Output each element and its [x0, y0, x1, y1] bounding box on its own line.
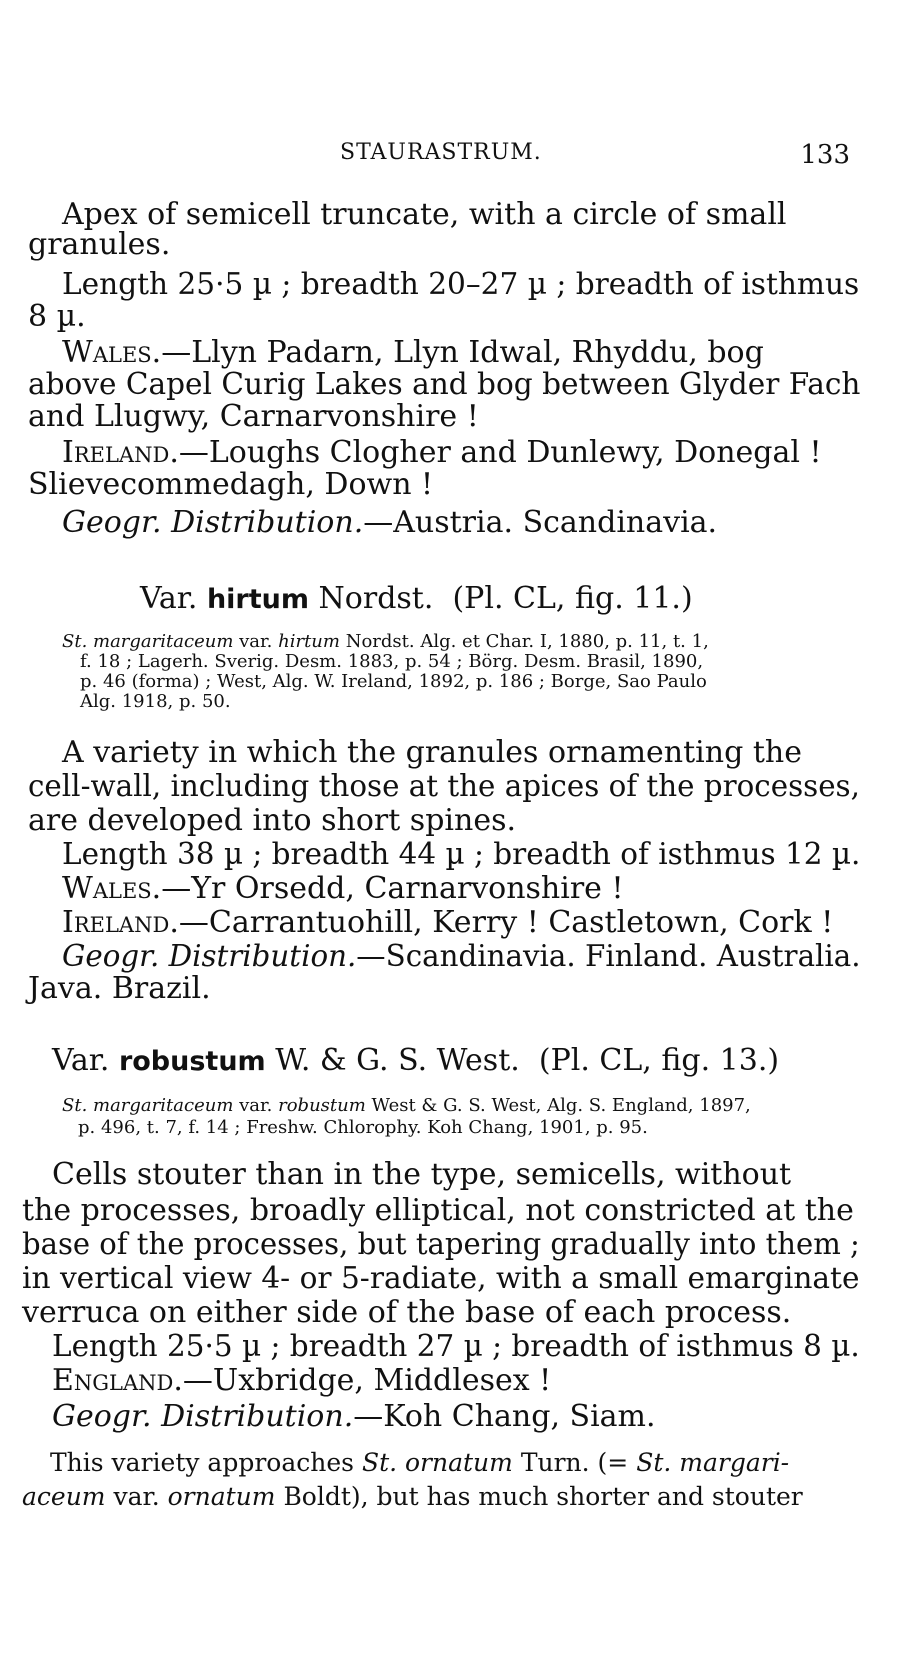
text-span: var. [113, 1482, 160, 1511]
ref-rest: Nordst. Alg. et Char. I, 1880, p. 11, t. 1, [345, 631, 709, 652]
distribution-line [62, 872, 624, 906]
geographic-distribution [62, 940, 861, 974]
text-line: Java. Brazil. [28, 971, 211, 1006]
variety-name: hirtum [206, 584, 309, 615]
ref-rest: West & G. S. West, Alg. S. England, 1897, [371, 1095, 751, 1116]
region-label: Wales. [62, 335, 162, 370]
taxon-name: aceum [22, 1482, 106, 1511]
text-line: the processes, broadly elliptical, not constricted at the [22, 1193, 854, 1228]
geo-label: Geogr. Distribution. [52, 1399, 354, 1434]
variety-name: robustum [118, 1046, 266, 1077]
reference-line: f. 18 ; Lagerh. Sverig. Desm. 1883, p. 54 ; Börg. Desm. Brasil, 1890, [80, 651, 704, 672]
text-line: are developed into short spines. [28, 803, 517, 838]
region-label: England. [52, 1363, 183, 1398]
distribution-line [52, 1364, 551, 1398]
geo-text: —Koh Chang, Siam. [353, 1399, 656, 1434]
page-header [0, 140, 900, 180]
reference-line: p. 46 (forma) ; West, Alg. W. Ireland, 1892, p. 186 ; Borge, Sao Paulo [80, 671, 707, 692]
ref-species: St. margaritaceum [62, 631, 234, 652]
variety-heading [140, 582, 693, 617]
ref-var: var. [239, 631, 273, 652]
region-text: —Carrantuohill, Kerry ! Castletown, Cork ! [178, 905, 834, 940]
variety-author: Nordst. [318, 581, 434, 616]
distribution-line [62, 336, 764, 370]
text-line: above Capel Curig Lakes and bog between Glyder Fach [28, 367, 861, 402]
reference-line: Alg. 1918, p. 50. [80, 691, 231, 712]
text-line: in vertical view 4- or 5-radiate, with a small emarginate [22, 1261, 860, 1296]
text-line: Length 25·5 µ ; breadth 27 µ ; breadth of isthmus 8 µ. [52, 1329, 860, 1364]
ref-var: var. [239, 1095, 273, 1116]
text-line: Slievecommedagh, Down ! [28, 467, 434, 502]
text-line: A variety in which the granules ornamenting the [62, 735, 802, 770]
text-line: verruca on either side of the base of each process. [22, 1295, 792, 1330]
ref-varname: robustum [278, 1095, 366, 1116]
variety-author: W. & G. S. West. [275, 1043, 520, 1078]
text-line [22, 1480, 803, 1514]
text-line [50, 1446, 789, 1480]
text-span: Turn. (= [520, 1448, 629, 1477]
ref-varname: hirtum [278, 631, 340, 652]
geographic-distribution [52, 1400, 656, 1434]
region-text: —Uxbridge, Middlesex ! [182, 1363, 552, 1398]
variety-heading [52, 1044, 779, 1079]
text-line: Apex of semicell truncate, with a circle of small [62, 197, 787, 232]
text-line: granules. [28, 227, 171, 262]
text-line: and Llugwy, Carnarvonshire ! [28, 399, 479, 434]
geographic-distribution [62, 506, 717, 540]
text-line: Cells stouter than in the type, semicells, without [52, 1157, 792, 1192]
text-span: This variety approaches [50, 1448, 354, 1477]
text-span: Boldt), but has much shorter and stouter [283, 1482, 803, 1511]
reference-line [62, 632, 709, 652]
running-title: STAURASTRUM. [340, 140, 542, 165]
taxon-name: St. margari- [636, 1448, 790, 1477]
text-line: 8 µ. [28, 299, 86, 334]
distribution-line [62, 436, 822, 470]
reference-line [62, 1096, 751, 1116]
text-line: base of the processes, but tapering gradually into them ; [22, 1227, 860, 1262]
plate-reference: (Pl. CL, fig. 11.) [452, 581, 693, 616]
geo-label: Geogr. Distribution. [62, 939, 357, 974]
ref-species: St. margaritaceum [62, 1095, 234, 1116]
text-line: Length 25·5 µ ; breadth 20–27 µ ; breadth of isthmus [62, 267, 860, 302]
taxon-name: ornatum [167, 1482, 276, 1511]
region-text: —Yr Orsedd, Carnarvonshire ! [161, 871, 624, 906]
distribution-line [62, 906, 833, 940]
reference-line: p. 496, t. 7, f. 14 ; Freshw. Chlorophy. Koh Chang, 1901, p. 95. [78, 1117, 648, 1138]
geo-text: —Scandinavia. Finland. Australia. [356, 939, 861, 974]
var-prefix: Var. [140, 581, 198, 616]
text-line: cell-wall, including those at the apices of the processes, [28, 769, 860, 804]
region-label: Ireland. [62, 905, 179, 940]
plate-reference: (Pl. CL, fig. 13.) [538, 1043, 780, 1078]
region-label: Ireland. [62, 435, 179, 470]
text-line: Length 38 µ ; breadth 44 µ ; breadth of isthmus 12 µ. [62, 837, 861, 872]
var-prefix: Var. [52, 1043, 110, 1078]
geo-label: Geogr. Distribution. [62, 505, 364, 540]
region-text: —Loughs Clogher and Dunlewy, Donegal ! [178, 435, 822, 470]
page-number: 133 [800, 140, 850, 170]
region-label: Wales. [62, 871, 162, 906]
geo-text: —Austria. Scandinavia. [363, 505, 718, 540]
taxon-name: St. ornatum [361, 1448, 513, 1477]
region-text: —Llyn Padarn, Llyn Idwal, Rhyddu, bog [161, 335, 764, 370]
